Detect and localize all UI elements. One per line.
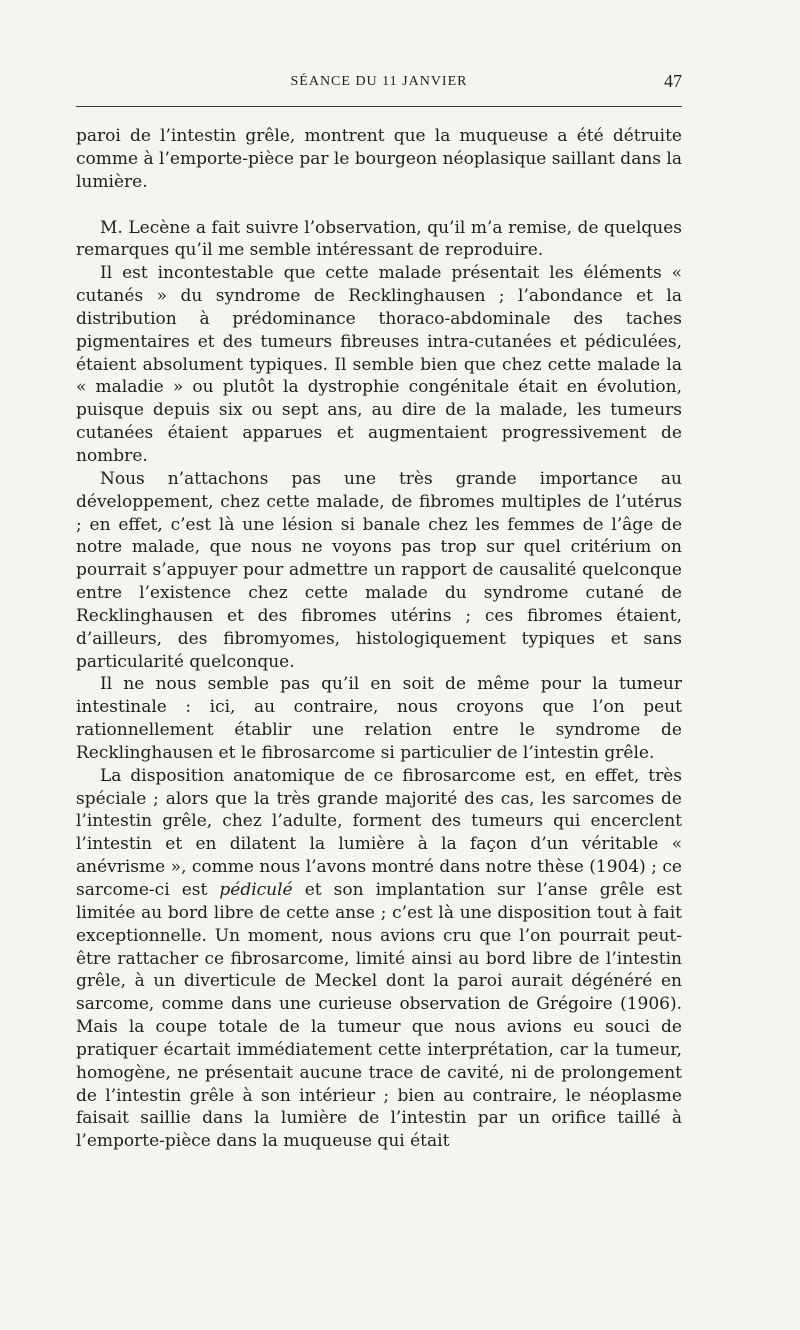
page-header [76, 71, 682, 98]
paragraph-5: Il ne nous semble pas qu’il en soit de même pour la tumeur intestinale : ici, au contraire, nous croyons que l’on peut rationnellement établir une relation entre le syndrome de Recklinghausen et le fibrosarcome si particulier de l’intestin grêle. [76, 674, 682, 763]
paragraph-6-part-b: et son implantation sur l’anse grêle est limitée au bord libre de cette anse ; c’est là une disposition tout à fait exceptionnelle. Un moment, nous avions cru que l’on pourrait peut-être rattacher ce fibrosarcome, limité ainsi au bord libre de l’intestin grêle, à un diverticule de Meckel dont la paroi aurait dégénéré en sarcome, comme dans une curieuse observation de Grégoire (1906). Mais la coupe totale de la tumeur que nous avions eu souci de pratiquer écartait immédiatement cette interprétation, car la tumeur, homogène, ne présentait aucune trace de cavité, ni de prolongement de l’intestin grêle à son intérieur ; bien au contraire, le néoplasme faisait saillie dans la lumière de l’intestin par un orifice taillé à l’emporte-pièce dans la muqueuse qui était [76, 880, 682, 1152]
paragraph-6 [76, 765, 682, 1153]
paragraph-6-part-a: La disposition anatomique de ce fibrosarcome est, en effet, très spéciale ; alors que la très grande majorité des cas, les sarcomes de l’intestin grêle, chez l’adulte, forment des tumeurs qui encerclent l’intestin et en dilatent la lumière à la façon d’un véritable « anévrisme », comme nous l’avons montré dans notre thèse (1904) ; ce sarcome-ci est [76, 765, 682, 900]
paragraph-2: M. Lecène a fait suivre l’observation, qu’il m’a remise, de quelques remarques qu’il me semble intéressant de reproduire. [76, 217, 682, 261]
paragraph-3: Il est incontestable que cette malade présentait les éléments « cutanés » du syndrome de Recklinghausen ; l’abondance et la distribution à prédominance thoraco-abdominale des taches pigmentaires et des tumeurs fibreuses intra-cutanées et pédiculées, étaient absolument typiques. Il semble bien que chez cette malade la « maladie » ou plutôt la dystrophie congénitale était en évolution, puisque depuis six ou sept ans, au dire de la malade, les tumeurs cutanées étaient apparues et augmentaient progressivement de nombre. [76, 263, 682, 466]
header-rule [76, 106, 682, 107]
paragraph-1: paroi de l’intestin grêle, montrent que la muqueuse a été détruite comme à l’emporte-pièce par le bourgeon néoplasique saillant dans la lumière. [76, 126, 682, 192]
italic-term: pédiculé [219, 880, 293, 900]
running-title: SÉANCE DU 11 JANVIER [290, 74, 468, 89]
body-text [76, 125, 682, 1153]
paragraph-4: Nous n’attachons pas une très grande importance au développement, chez cette malade, de fibromes multiples de l’utérus ; en effet, c’est là une lésion si banale chez les femmes de l’âge de notre malade, que nous ne voyons pas trop sur quel critérium on pourrait s’appuyer pour admettre un rapport de causalité quelconque entre l’existence chez cette malade du syndrome cutané de Recklinghausen et des fibromes utérins ; ces fibromes étaient, d’ailleurs, des fibromyomes, histologiquement typiques et sans particularité quelconque. [76, 468, 682, 672]
page-number: 47 [664, 71, 682, 91]
